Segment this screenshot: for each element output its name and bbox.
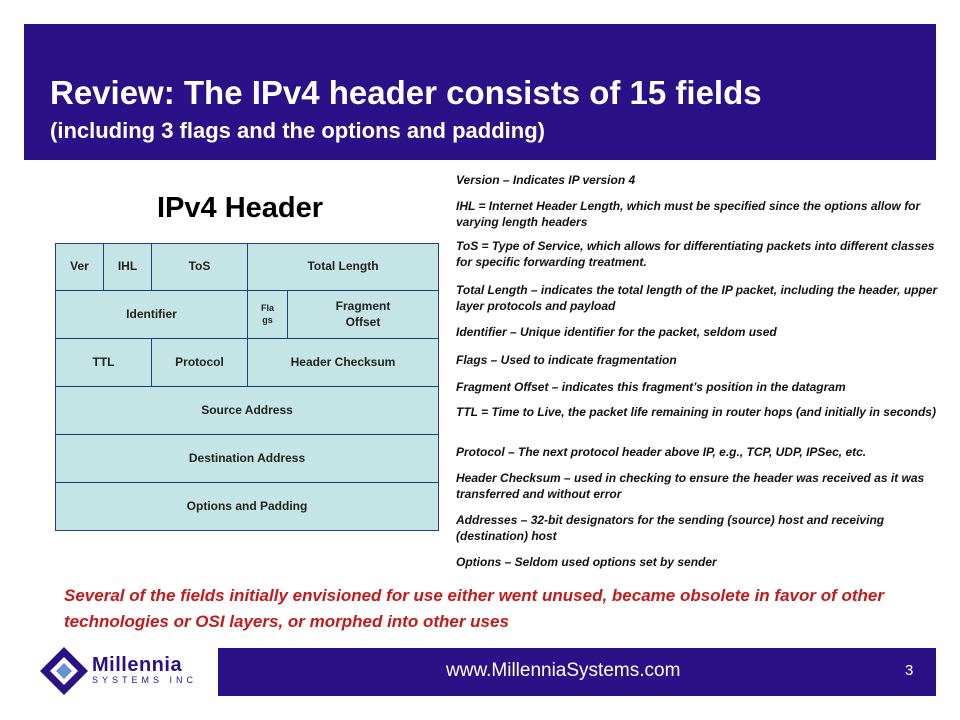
summary-note: Several of the fields initially envisioned for use either went unused, became obsolete in favor of other technologies or OSI layers, or morphed into other uses <box>64 586 884 631</box>
desc-options: Options – Seldom used options set by sender <box>456 555 717 569</box>
slide-subtitle: (including 3 flags and the options and padding) <box>50 118 545 143</box>
desc-total-length: Total Length – indicates the total length of the IP packet, including the header, upper layer protocols and payload <box>456 283 938 314</box>
logo-name: Millennia <box>92 654 183 676</box>
desc-fragment-offset: Fragment Offset – indicates this fragment’s position in the datagram <box>456 380 846 394</box>
desc-header-checksum: Header Checksum – used in checking to ensure the header was received as it was transferred and without error <box>456 471 925 502</box>
desc-addresses: Addresses – 32-bit designators for the sending (source) host and receiving (destination) host <box>456 513 885 544</box>
desc-ihl: IHL = Internet Header Length, which must be specified since the options allow for varying length headers <box>456 199 921 230</box>
field-protocol: Protocol <box>151 338 248 387</box>
desc-identifier: Identifier – Unique identifier for the packet, seldom used <box>456 325 777 339</box>
desc-flags: Flags – Used to indicate fragmentation <box>456 353 677 367</box>
desc-ttl: TTL = Time to Live, the packet life remaining in router hops (and initially in seconds) <box>456 405 936 419</box>
diagram-title: IPv4 Header <box>157 192 324 224</box>
field-identifier: Identifier <box>55 290 248 339</box>
footer-url[interactable]: www.MillenniaSystems.com <box>446 660 681 681</box>
logo-subtitle: SYSTEMS INC <box>92 675 198 685</box>
millennia-logo-icon <box>38 645 90 697</box>
field-total-length: Total Length <box>247 243 439 291</box>
desc-version: Version – Indicates IP version 4 <box>456 173 636 187</box>
field-options-padding: Options and Padding <box>55 482 439 531</box>
field-source-address: Source Address <box>55 386 439 435</box>
field-ver: Ver <box>55 243 104 291</box>
field-ihl: IHL <box>103 243 152 291</box>
slide-title: Review: The IPv4 header consists of 15 fields <box>50 74 762 111</box>
field-tos: ToS <box>151 243 248 291</box>
field-flags: Fla gs <box>247 290 288 339</box>
page-number: 3 <box>905 662 914 679</box>
field-fragment-offset: Fragment Offset <box>287 290 439 339</box>
field-ttl: TTL <box>55 338 152 387</box>
field-destination-address: Destination Address <box>55 434 439 483</box>
desc-tos: ToS = Type of Service, which allows for differentiating packets into different classes for specific forwarding treatment. <box>456 239 935 270</box>
field-header-checksum: Header Checksum <box>247 338 439 387</box>
desc-protocol: Protocol – The next protocol header above IP, e.g., TCP, UDP, IPSec, etc. <box>456 445 867 459</box>
